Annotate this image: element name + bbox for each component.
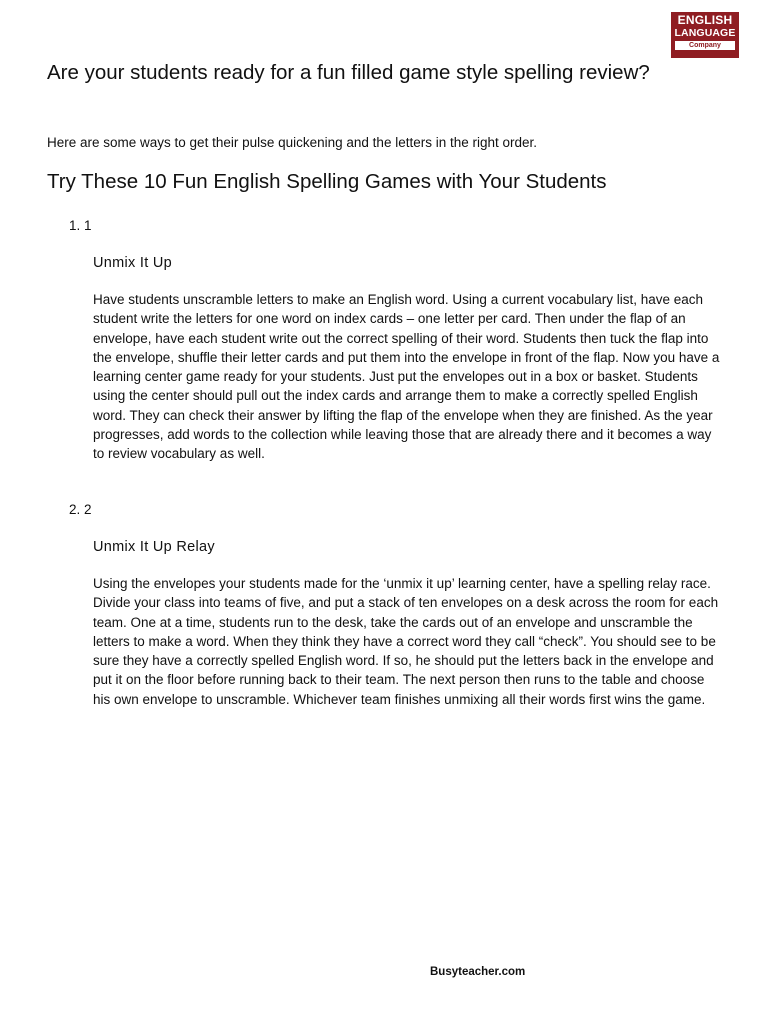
logo-subtext: Malaysia	[720, 52, 736, 57]
logo-line-company: Company	[675, 41, 735, 50]
list-marker-2: 2. 2	[69, 502, 92, 517]
section-heading: Try These 10 Fun English Spelling Games with Your Students	[47, 170, 607, 193]
game-description-1: Have students unscramble letters to make an English word. Using a current vocabulary list, have each student write the letters for one word on index cards – one letter per card. Then under the flap of an envelope, have each student write out the correct spelling of their word. Students then tuck the flap into the envelope, shuffle their letter cards and put them into the envelope in front of the flap. Now you have a learning center game ready for your students. Just put the envelopes out in a box or basket. Students using the center should pull out the index cards and arrange them to make a correctly spelled English word. They can check their answer by lifting the flap of the envelope when they are finished. As the year progresses, add words to the collection while leaving those that are already there and it becomes a way to review vocabulary as well.	[93, 292, 720, 462]
intro-paragraph: Here are some ways to get their pulse quickening and the letters in the right order.	[47, 135, 538, 150]
logo-line-english: ENGLISH	[677, 13, 733, 27]
game-description-2: Using the envelopes your students made for the ‘unmix it up’ learning center, have a spelling relay race. Divide your class into teams of five, and put a stack of ten envelopes on a desk across the room for each team. One at a time, students run to the desk, take the cards out of an envelope and unscramble the letters to make a word. When they think they have a correct word they call “check”. You should see to be sure they have a correctly spelled English word. If so, he should put the letters back in the envelope and put it on the floor before running back to their team. The next person then runs to the table and choose his own envelope to unscramble. Whichever team finishes unmixing all their words first wins the game.	[93, 576, 719, 707]
game-title-1: Unmix It Up	[93, 255, 173, 271]
game-title-2: Unmix It Up Relay	[93, 539, 215, 555]
logo-line-language: LANGUAGE	[674, 27, 736, 39]
list-marker-1: 1. 1	[69, 218, 92, 233]
page-title: Are your students ready for a fun filled game style spelling review?	[47, 61, 650, 84]
footer-source: Busyteacher.com	[430, 966, 526, 978]
